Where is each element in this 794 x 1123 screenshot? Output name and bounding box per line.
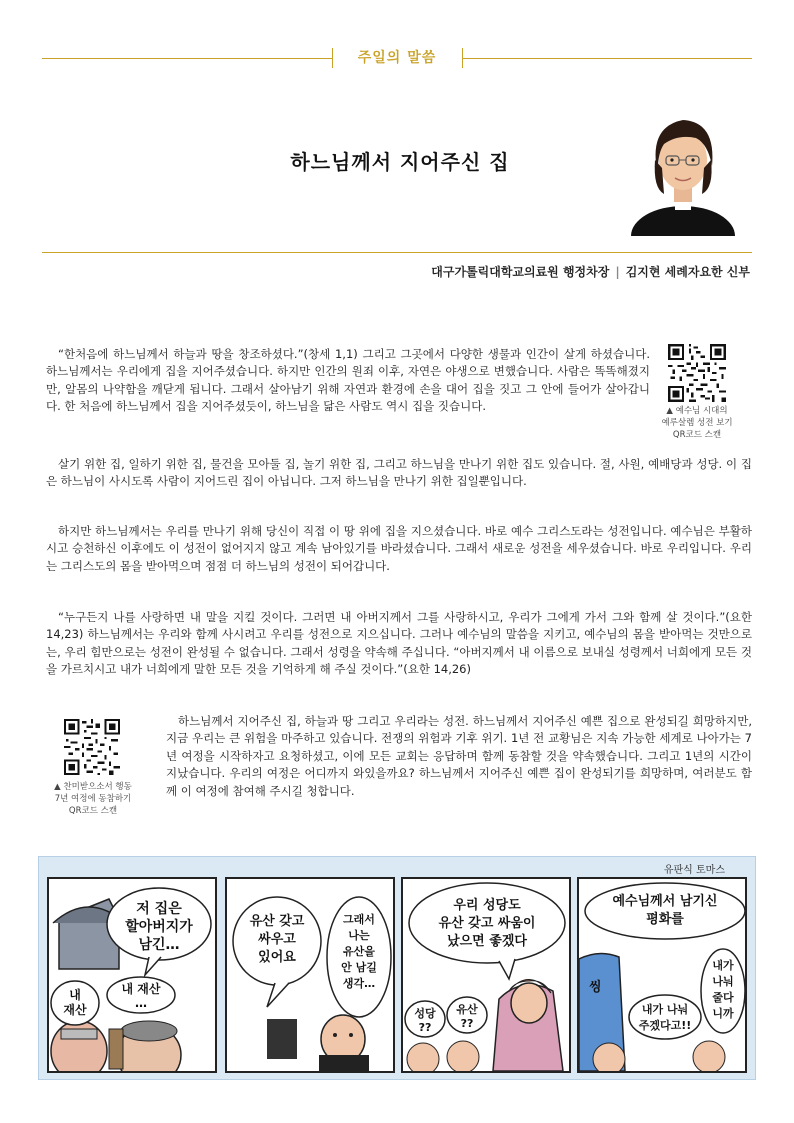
comic-panel-4 <box>577 877 747 1073</box>
panel-3-bubble-main-line: 났으면 좋겠다 <box>447 934 527 949</box>
panel-3-bubble-b-line: ?? <box>460 1017 474 1030</box>
panel-3-bubble-b-line: 유산 <box>456 1003 478 1016</box>
header-rule-left <box>42 58 332 59</box>
paragraph-3: 하지만 하느님께서는 우리를 만나기 위해 당신이 직접 이 땅 위에 집을 지으셨습니다. 바로 예수 그리스도라는 성전입니다. 예수님은 부활하시고 승천하신 이후에도 이 성전이 없어지지 않고 계속 남아있기를 바라셨습니다. 그래서 새로운 성전을 세우셨습니다. 바로 우리입니다. 우리는 그리스도의 몸을 받아먹으며 점점 더 하느님의 성전이 되어갑니다. <box>46 524 752 573</box>
panel-4-bubble-mid-line: 주겠다고!! <box>638 1019 692 1032</box>
panel-2-bubble-right-line: 안 남길 <box>341 961 377 974</box>
section-label: 주일의 말씀 <box>357 50 437 66</box>
panel-3-bubble-a-line: ?? <box>418 1021 432 1034</box>
author-organization: 대구가톨릭대학교의료원 행정차장 <box>431 265 610 279</box>
comic-panel-3-art <box>403 879 569 1071</box>
panel-4-bubble-top-line: 예수님께서 남기신 <box>612 894 718 909</box>
comic-panel-4-art <box>579 879 745 1071</box>
comic-credit: 유판식 토마스 <box>663 865 725 876</box>
panel-4-bubble-right-line: 니까 <box>712 1007 734 1020</box>
header-divider <box>42 252 752 253</box>
author-name: 김지현 세례자요한 신부 <box>625 265 750 279</box>
author-portrait <box>628 108 738 236</box>
comic-panel-2-art <box>227 879 393 1071</box>
paragraph-2: 살기 위한 집, 일하기 위한 집, 물건을 모아둘 집, 놀기 위한 집, 그리고 하느님을 만나기 위한 집도 있습니다. 절, 사원, 예배당과 성당. 이 집은 하느님이 사시도록 사람이 지어드린 집이 아닙니다. 그저 하느님을 만나기 위한 집일뿐입니다. <box>46 457 752 489</box>
paragraph-1: “한처음에 하느님께서 하늘과 땅을 창조하셨다.”(창세 1,1) 그리고 그곳에서 다양한 생물과 인간이 살게 하셨습니다. 하느님께서는 우리에게 집을 지어주셨습니다. 하지만 인간의 원죄 이후, 자연은 야생으로 변했습니다. 사람은 똑똑해졌지만, 알몸의 나약함을 깨닫게 됩니다. 그래서 살아남기 위해 자연과 환경에 손을 대어 집을 짓고 그 안에 들어가 살아갑니다. 한 처음에 하느님께서 집을 지어주셨듯이, 하느님을 닮은 사람도 역시 집을 짓습니다. <box>46 347 650 414</box>
comic-strip <box>38 856 756 1080</box>
qr-caption-line: 예루살렘 성전 보기 <box>661 418 733 428</box>
author-line <box>431 263 750 280</box>
panel-4-bubble-right-line: 내가 <box>712 959 734 972</box>
qr-caption-laudato-si <box>44 781 142 817</box>
qr-caption-line: QR코드 스캔 <box>68 806 118 816</box>
panel-1-bubble-right-line: 내 재산 <box>121 982 161 996</box>
qr-caption-line: ▲ 찬미받으소서 행동 <box>54 782 132 792</box>
panel-2-bubble-right-line: 유산을 <box>343 945 375 958</box>
qr-caption-temple <box>650 405 744 441</box>
comic-panel-2 <box>225 877 395 1073</box>
panel-1-bubble-right-line: … <box>135 996 147 1010</box>
panel-2-bubble-left-line: 유산 갖고 <box>249 914 305 929</box>
paragraph-5: 하느님께서 지어주신 집, 하늘과 땅 그리고 우리라는 성전. 하느님께서 지어주신 예쁜 집으로 완성되길 희망하지만, 지금 우리는 큰 위험을 마주하고 있습니다. 전쟁의 위험과 기후 위기. 1년 전 교황님은 지속 가능한 세계로 나아가는 7년 여정을 시작하자고 요청하셨고, 이에 모든 교회는 응답하며 함께 동참할 것을 약속했습니다. 그리고 1년의 시간이 지났습니다. 우리의 여정은 어디까지 와있을까요? 하느님께서 지어주신 예쁜 집이 완성되기를 희망하며, 여러분도 함께 이 여정에 참여해 주시길 청합니다. <box>166 714 752 798</box>
author-separator: | <box>615 265 620 279</box>
comic-panel-1 <box>47 877 217 1073</box>
header-rule-right <box>462 58 752 59</box>
panel-2-bubble-left-line: 싸우고 <box>258 932 296 947</box>
panel-2-bubble-left-line: 있어요 <box>258 950 296 965</box>
qr-caption-line: QR코드 스캔 <box>672 430 722 440</box>
panel-1-bubble-main-line: 할아버지가 <box>125 919 193 935</box>
panel-2-bubble-right-line: 그래서 <box>343 913 375 926</box>
article-title: 하느님께서 지어주신 집 <box>290 150 510 174</box>
qr-code-temple[interactable] <box>668 344 726 402</box>
comic-panel-1-art <box>49 879 215 1071</box>
qr-code-laudato-si[interactable] <box>64 719 120 775</box>
qr-caption-line: ▲ 예수님 시대의 <box>666 406 728 416</box>
panel-2-bubble-right-line: 나는 <box>348 929 370 942</box>
panel-2-bubble-right-line: 생각… <box>342 977 376 990</box>
panel-3-bubble-a-line: 성당 <box>414 1007 436 1020</box>
panel-4-bubble-top-line: 평화를 <box>646 912 684 927</box>
qr-caption-line: 7년 여정에 동참하기 <box>54 794 132 804</box>
panel-1-bubble-left-line: 재산 <box>63 1003 87 1017</box>
panel-3-bubble-main-line: 우리 성당도 <box>453 898 521 913</box>
paragraph-4: “누구든지 나를 사랑하면 내 말을 지킬 것이다. 그러면 내 아버지께서 그를 사랑하시고, 우리가 그에게 가서 그와 함께 살 것이다.”(요한 14,23) 하느님께서는 우리와 함께 사시려고 우리를 성전으로 지으십니다. 그러나 예수님의 말씀을 지키고, 예수님의 몸을 받아먹는 것만으로는, 우리 힘만으로는 성전이 완성될 수 없습니다. 그래서 성령을 약속해 주십니다. “아버지께서 내 이름으로 보내실 성령께서 너희에게 모든 것을 가르치시고 내가 너희에게 말한 모든 것을 기억하게 해 주실 것이다.”(요한 14,26) <box>46 610 752 677</box>
panel-1-bubble-left-line: 내 <box>69 988 81 1002</box>
comic-panel-3 <box>401 877 571 1073</box>
panel-1-bubble-main-line: 남긴… <box>138 937 180 953</box>
panel-3-bubble-main-line: 유산 갖고 싸움이 <box>438 916 536 931</box>
panel-4-sfx: 씽 <box>589 980 602 995</box>
panel-4-bubble-mid-line: 내가 나눠 <box>641 1003 689 1016</box>
panel-4-bubble-right-line: 나눠 <box>712 975 734 988</box>
panel-4-bubble-right-line: 줄다 <box>712 991 734 1004</box>
panel-1-bubble-main-line: 저 집은 <box>136 901 182 917</box>
